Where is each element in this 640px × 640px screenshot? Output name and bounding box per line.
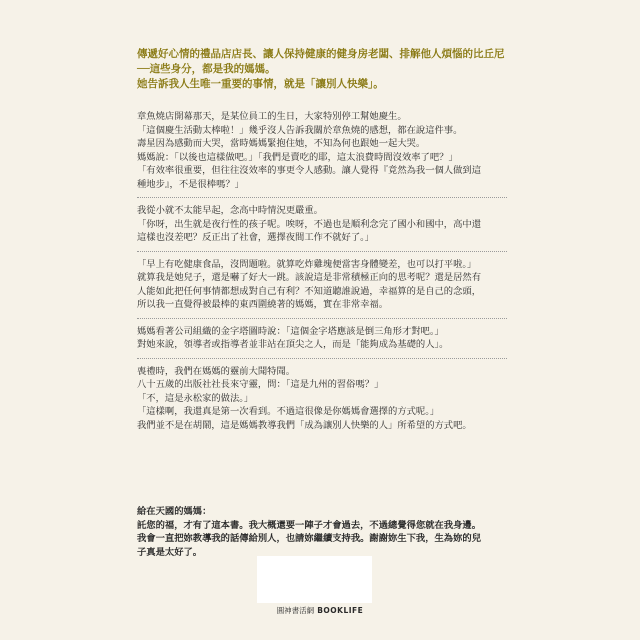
letter-line: 子真是太好了。	[137, 546, 203, 558]
paragraph-line: 我從小就不太能早起，念高中時情況更嚴重。	[137, 205, 323, 216]
paragraph-line: 我們並不是在胡鬧，這是媽媽教導我們「成為讓別人快樂的人」所希望的方式吧。	[137, 419, 472, 431]
excerpt-body	[137, 110, 517, 432]
excerpt-section-funeral	[137, 365, 517, 433]
paragraph-line: 「你呀，出生就是夜行性的孩子呢。唉呀，不過也是順利念完了國小和國中，高中還	[137, 218, 481, 230]
handwritten-letter	[137, 505, 517, 559]
paragraph-line: 這樣也沒差吧？反正出了社會，選擇夜間工作不就好了。」	[137, 232, 375, 243]
intro-highlight	[137, 47, 517, 92]
paragraph-line: 章魚燒店開幕那天，是某位員工的生日，大家特別停工幫她慶生。	[137, 111, 407, 122]
paragraph-line: 喪禮時，我們在媽媽的靈前大聞特聞。	[137, 365, 296, 377]
paragraph-line: 壽星因為感動而大哭，當時媽媽緊抱住她，不知為何也跟她一起大哭。	[137, 138, 426, 149]
paragraph-line: 「早上有吃健康食品，沒問題啦。就算吃炸雞塊便當害身體變差，也可以打平啦。」	[137, 258, 477, 270]
section-divider	[137, 358, 507, 359]
intro-line: ──這些身分，都是我的媽媽。	[137, 63, 276, 75]
publisher-site-name: 圓神書活網	[276, 606, 315, 615]
section-divider	[137, 251, 507, 252]
paragraph-line: 「有效率很重要，但往往沒效率的事更令人感動。讓人覺得『竟然為我一個人做到這	[137, 165, 481, 176]
paragraph-line: 「不，這是永松家的做法。」	[137, 392, 254, 404]
paragraph-line: 對她來說，領導者或指導者並非站在頂尖之人，而是「能夠成為基礎的人」。	[137, 339, 449, 350]
publisher-brand: BOOKLIFE	[317, 606, 364, 615]
paragraph-line: 媽媽看著公司組織的金字塔圖時說：「這個金字塔應該是倒三角形才對吧。」	[137, 325, 444, 337]
letter-line: 給在天國的媽媽：	[137, 506, 212, 517]
photo-placeholder	[257, 556, 372, 603]
publisher-footer	[0, 605, 640, 616]
excerpt-section-pyramid	[137, 325, 517, 352]
section-divider	[137, 197, 507, 198]
intro-line: 她告訴我人生唯一重要的事情，就是「讓別人快樂」。	[137, 78, 384, 90]
letter-line: 我會一直把妳教導我的話傳給別人，也請妳繼續支持我。謝謝妳生下我，生為妳的兒	[137, 533, 481, 544]
paragraph-line: 所以我一直覺得被最棒的東西圍繞著的媽媽，實在非常幸福。	[137, 299, 389, 310]
paragraph-line: 八十五歲的出版社社長來守靈，問：「這是九州的習俗嗎？」	[137, 379, 384, 390]
excerpt-section-takoyaki	[137, 110, 517, 191]
intro-line: 傳遞好心情的禮品店店長、讓人保持健康的健身房老闆、排解他人煩惱的比丘尼	[137, 48, 505, 60]
paragraph-line: 就算我是她兒子，還是嚇了好大一跳。該說這是非常積極正向的思考呢？還是居然有	[137, 272, 481, 283]
excerpt-section-morning	[137, 204, 517, 245]
section-divider	[137, 318, 507, 319]
paragraph-line: 種地步』，不是很棒嗎？」	[137, 178, 244, 190]
paragraph-line: 媽媽說：「以後也這樣做吧。」「我們是賣吃的耶，這太浪費時間沒效率了吧？」	[137, 151, 458, 163]
paragraph-line: 「這個慶生活動太棒啦！」幾乎沒人告訴我關於章魚燒的感想，都在說這件事。	[137, 124, 463, 136]
paragraph-line: 「這樣啊，我還真是第一次看到。不過這很像是你媽媽會選擇的方式呢。」	[137, 406, 440, 417]
letter-line: 託您的福，才有了這本書。我大概還要一陣子才會過去，不過總覺得您就在我身邊。	[137, 519, 481, 531]
paragraph-line: 人能如此把任何事情都想成對自己有利？不知道聽誰說過，幸福算的是自己的念頭，	[137, 285, 481, 297]
excerpt-section-health	[137, 258, 517, 312]
